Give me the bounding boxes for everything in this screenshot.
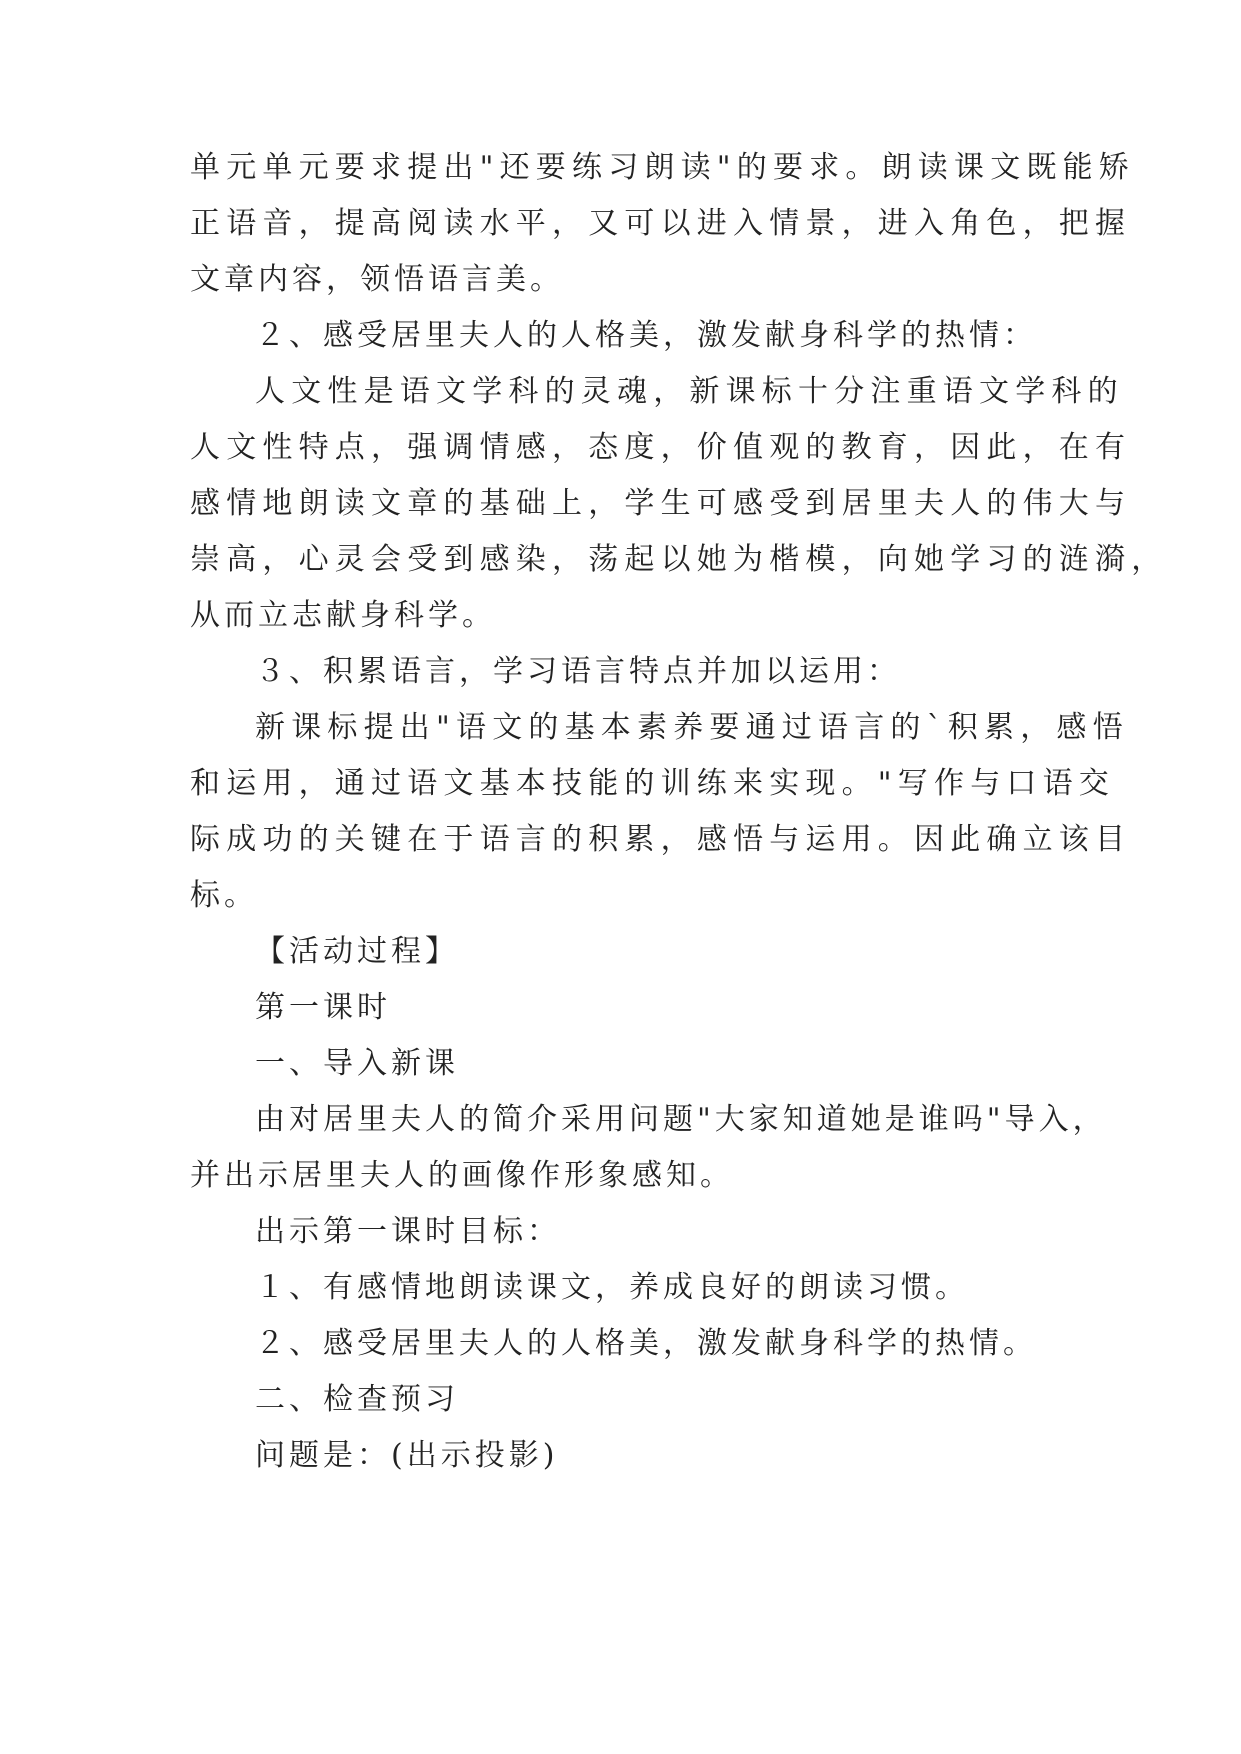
paragraph-line: 人文性是语文学科的灵魂，新课标十分注重语文学科的: [255, 374, 1124, 409]
section-heading: ３、积累语言，学习语言特点并加以运用：: [255, 654, 901, 689]
paragraph-line: 并出示居里夫人的画像作形象感知。: [190, 1158, 734, 1193]
paragraph-line: 人文性特点，强调情感，态度，价值观的教育，因此，在有: [190, 430, 1132, 465]
paragraph-line: 新课标提出"语文的基本素养要通过语言的`积累，感悟: [255, 710, 1129, 745]
paragraph-line: 感情地朗读文章的基础上，学生可感受到居里夫人的伟大与: [190, 486, 1132, 521]
section-heading: ２、感受居里夫人的人格美，激发献身科学的热情：: [255, 318, 1037, 353]
list-item: ２、感受居里夫人的人格美，激发献身科学的热情。: [255, 1326, 1037, 1361]
step-heading: 一、导入新课: [255, 1046, 459, 1081]
section-heading: 【活动过程】: [255, 934, 459, 969]
paragraph-line: 文章内容，领悟语言美。: [190, 262, 564, 297]
paragraph-line: 出示第一课时目标：: [255, 1214, 561, 1249]
paragraph-line: 正语音，提高阅读水平，又可以进入情景，进入角色，把握: [190, 206, 1132, 241]
paragraph-line: 标。: [190, 878, 258, 913]
paragraph-line: 单元单元要求提出"还要练习朗读"的要求。朗读课文既能矫: [190, 150, 1135, 185]
list-item: １、有感情地朗读课文，养成良好的朗读习惯。: [255, 1270, 969, 1305]
paragraph-line: 际成功的关键在于语言的积累，感悟与运用。因此确立该目: [190, 822, 1132, 857]
paragraph-line: 从而立志献身科学。: [190, 598, 496, 633]
paragraph-line: 问题是：(出示投影): [255, 1438, 559, 1473]
paragraph-line: 由对居里夫人的简介采用问题"大家知道她是谁吗"导入，: [255, 1102, 1107, 1137]
lesson-heading: 第一课时: [255, 990, 391, 1025]
step-heading: 二、检查预习: [255, 1382, 459, 1417]
paragraph-line: 崇高，心灵会受到感染，荡起以她为楷模，向她学习的涟漪，: [190, 542, 1168, 577]
paragraph-line: 和运用，通过语文基本技能的训练来实现。"写作与口语交: [190, 766, 1115, 801]
